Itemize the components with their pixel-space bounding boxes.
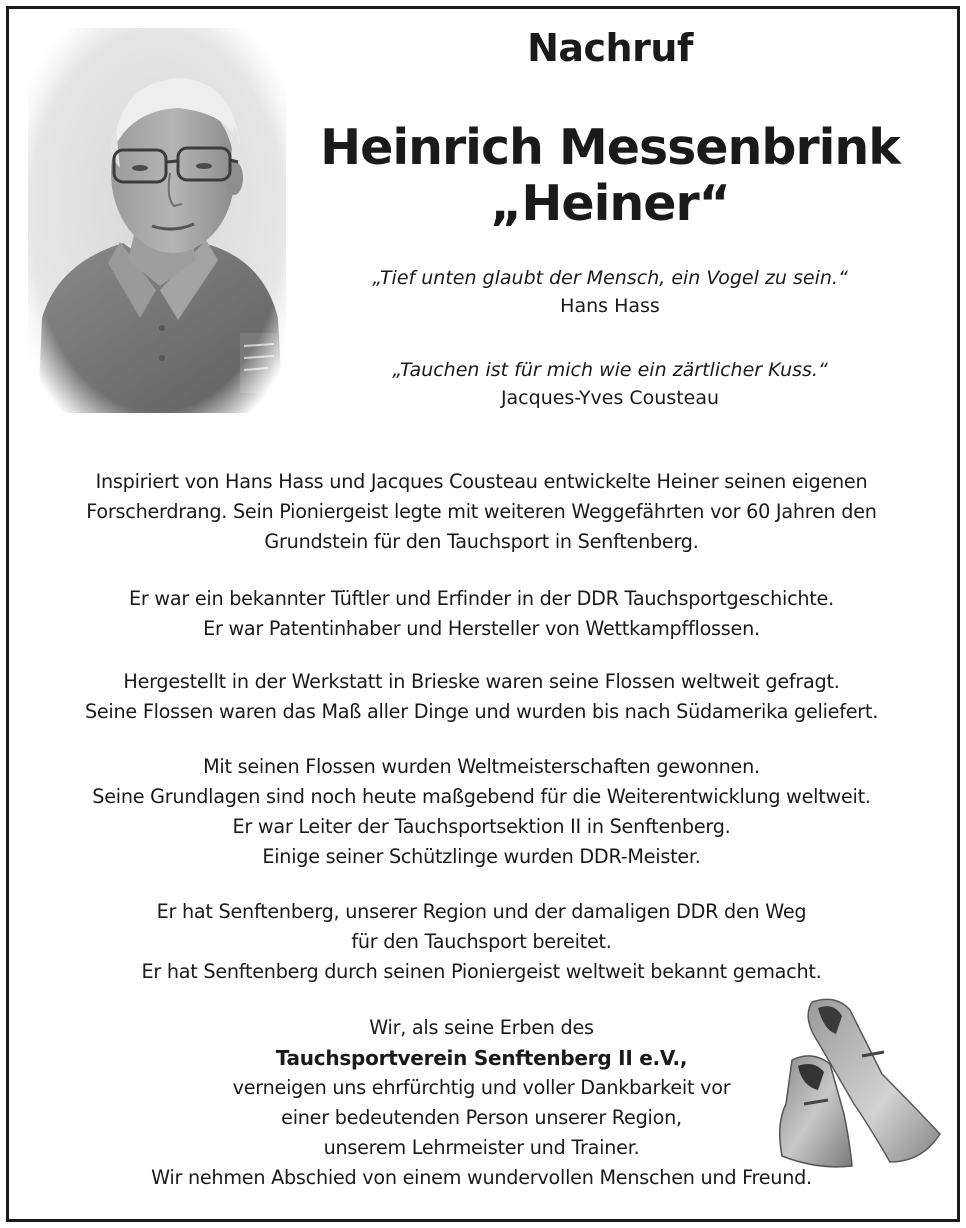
paragraph-legacy [24,897,939,987]
text-line: Er hat Senftenberg durch seinen Pioniergeist weltweit bekannt gemacht. [141,960,822,983]
text-line: Er war ein bekannter Tüftler und Erfinder in der DDR Tauchsportgeschichte. [129,587,834,610]
quote-text: „Tief unten glaubt der Mensch, ein Vogel zu sein.“ [372,267,848,289]
organization-name: Tauchsportverein Senftenberg II e.V., [275,1046,688,1070]
text-line: Forscherdrang. Sein Pioniergeist legte mit weiteren Weggefährten vor 60 Jahren den [86,500,877,523]
paragraph-workshop [24,667,939,727]
portrait-photo [28,28,286,413]
quote-cousteau [300,356,920,412]
text-line: Grundstein für den Tauchsport in Senftenberg. [264,530,699,553]
deceased-name [300,120,920,232]
text-line: Er war Patentinhaber und Hersteller von Wettkampfflossen. [203,617,760,640]
diving-fins-icon [772,994,944,1170]
text-line: Inspiriert von Hans Hass und Jacques Cousteau entwickelte Heiner seinen eigenen [95,470,868,493]
closing-intro: Wir, als seine Erben des [369,1016,594,1039]
text-line: Er war Leiter der Tauchsportsektion II in Senftenberg. [232,815,731,838]
quote-author: Hans Hass [560,295,660,317]
text-line: Seine Grundlagen sind noch heute maßgebend für die Weiterentwicklung weltweit. [92,785,871,808]
text-line: Wir nehmen Abschied von einem wundervollen Menschen und Freund. [151,1166,812,1189]
text-line: einer bedeutenden Person unserer Region, [281,1106,682,1129]
text-line: Hergestellt in der Werkstatt in Brieske waren seine Flossen weltweit gefragt. [123,670,840,693]
deceased-full-name: Heinrich Messenbrink [320,119,900,176]
text-line: für den Tauchsport bereitet. [351,930,612,953]
paragraph-inventor [24,584,939,644]
text-line: Seine Flossen waren das Maß aller Dinge und wurden bis nach Südamerika geliefert. [84,700,879,723]
portrait-icon [28,28,286,413]
obituary-heading: Nachruf [527,26,693,70]
deceased-nickname: „Heiner“ [490,175,730,232]
paragraph-achievements [24,752,939,872]
paragraph-inspiration [24,467,939,557]
quote-text: „Tauchen ist für mich wie ein zärtlicher Kuss.“ [392,359,828,381]
text-line: Er hat Senftenberg, unserer Region und der damaligen DDR den Weg [156,900,807,923]
quote-hass [300,264,920,320]
text-line: verneigen uns ehrfürchtig und voller Dankbarkeit vor [232,1076,731,1099]
quote-author: Jacques-Yves Cousteau [500,387,720,409]
text-line: Mit seinen Flossen wurden Weltmeisterschaften gewonnen. [203,755,760,778]
text-line: unserem Lehrmeister und Trainer. [323,1136,640,1159]
text-line: Einige seiner Schützlinge wurden DDR-Meister. [262,845,701,868]
